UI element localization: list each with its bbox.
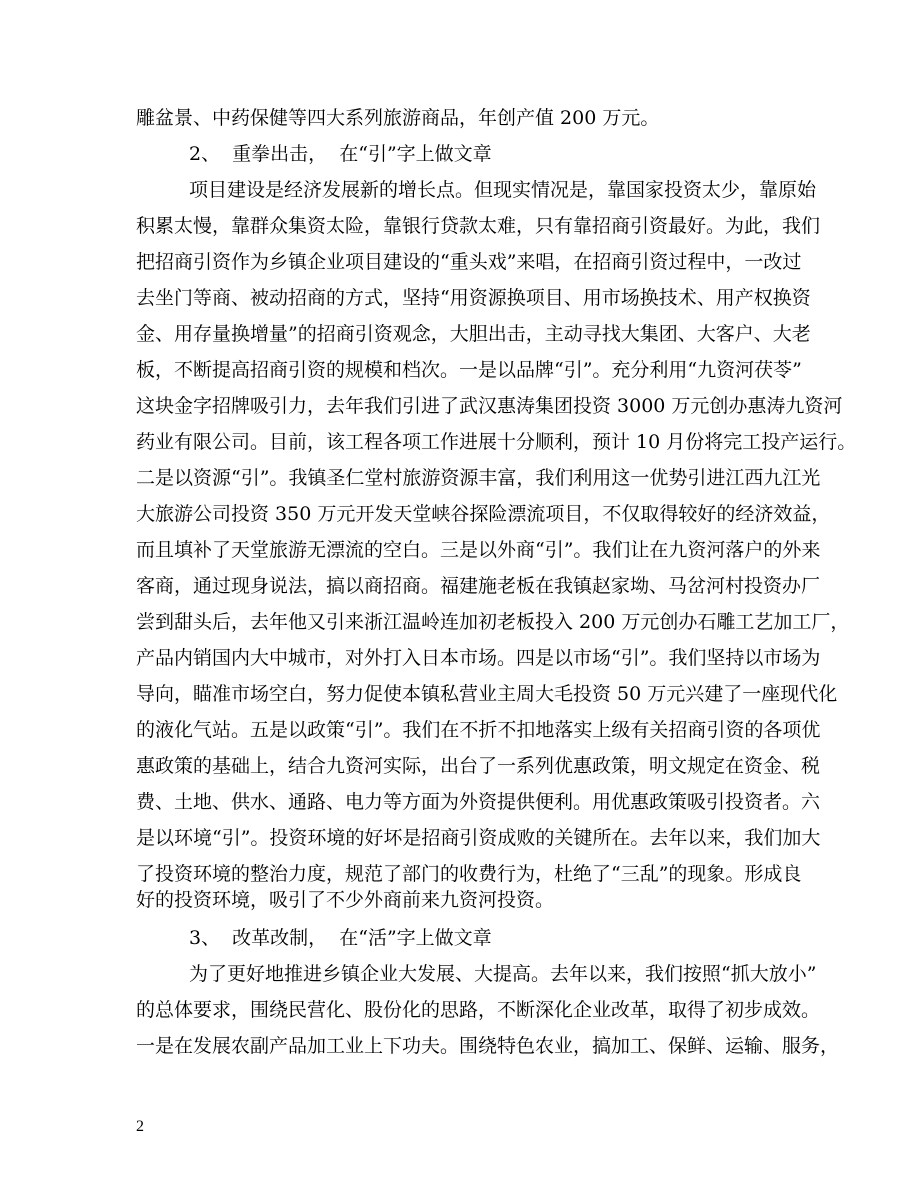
text-line: 积累太慢，靠群众集资太险，靠银行贷款太难，只有靠招商引资最好。为此，我们	[136, 215, 821, 237]
text-line: 好的投资环境，吸引了不少外商前来九资河投资。	[136, 889, 555, 911]
page-number: 2	[136, 1118, 144, 1135]
text-line: 惠政策的基础上，结合九资河实际，出台了一系列优惠政策，明文规定在资金、税	[136, 755, 821, 777]
text-line: 金、用存量换增量”的招商引资观念，大胆出击，主动寻找大集团、大客户、大老	[136, 323, 811, 345]
section-heading-2: 2、 重拳出击， 在“引”字上做文章	[189, 143, 492, 165]
text-line: 尝到甜头后，去年他又引来浙江温岭连加初老板投入 200 万元创办石雕工艺加工厂，	[136, 611, 850, 633]
text-line: 了投资环境的整治力度，规范了部门的收费行为，杜绝了“三乱”的现象。形成良	[136, 863, 802, 885]
text-line: 这块金字招牌吸引力，去年我们引进了武汉惠涛集团投资 3000 万元创办惠涛九资河	[136, 395, 843, 417]
text-line: 费、土地、供水、通路、电力等方面为外资提供便利。用优惠政策吸引投资者。六	[136, 791, 821, 813]
text-line: 去坐门等商、被动招商的方式，坚持“用资源换项目、用市场换技术、用产权换资	[136, 287, 811, 309]
text-line: 导向，瞄准市场空白，努力促使本镇私营业主周大毛投资 50 万元兴建了一座现代化	[136, 683, 838, 705]
text-line: 项目建设是经济发展新的增长点。但现实情况是，靠国家投资太少，靠原始	[189, 179, 817, 201]
text-line: 是以环境“引”。投资环境的好坏是招商引资成败的关键所在。去年以来，我们加大	[136, 827, 821, 849]
text-line: 雕盆景、中药保健等四大系列旅游商品，年创产值 200 万元。	[136, 107, 660, 129]
text-line: 把招商引资作为乡镇企业项目建设的“重头戏”来唱，在招商引资过程中，一改过	[136, 251, 802, 273]
section-heading-3: 3、 改革改制， 在“活”字上做文章	[189, 927, 492, 949]
text-line: 药业有限公司。目前，该工程各项工作进展十分顺利，预计 10 月份将完工投产运行。	[136, 431, 857, 453]
text-line: 而且填补了天堂旅游无漂流的空白。三是以外商“引”。我们让在九资河落户的外来	[136, 539, 821, 561]
text-line: 客商，通过现身说法，搞以商招商。福建施老板在我镇赵家坳、马岔河村投资办厂	[136, 575, 821, 597]
text-line: 的总体要求，围绕民营化、股份化的思路，不断深化企业改革，取得了初步成效。	[136, 999, 821, 1021]
text-line: 板，不断提高招商引资的规模和档次。一是以品牌“引”。充分利用“九资河茯苓”	[136, 359, 802, 381]
text-line: 产品内销国内大中城市，对外打入日本市场。四是以市场“引”。我们坚持以市场为	[136, 647, 821, 669]
text-line: 二是以资源“引”。我镇圣仁堂村旅游资源丰富，我们利用这一优势引进江西九江光	[136, 467, 821, 489]
text-line: 大旅游公司投资 350 万元开发天堂峡谷探险漂流项目，不仅取得较好的经济效益，	[136, 503, 831, 525]
text-line: 为了更好地推进乡镇企业大发展、大提高。去年以来，我们按照“抓大放小”	[189, 963, 817, 985]
text-line: 的液化气站。五是以政策“引”。我们在不折不扣地落实上级有关招商引资的各项优	[136, 719, 821, 741]
text-line: 一是在发展农副产品加工业上下功夫。围绕特色农业，搞加工、保鲜、运输、服务，	[136, 1035, 840, 1057]
